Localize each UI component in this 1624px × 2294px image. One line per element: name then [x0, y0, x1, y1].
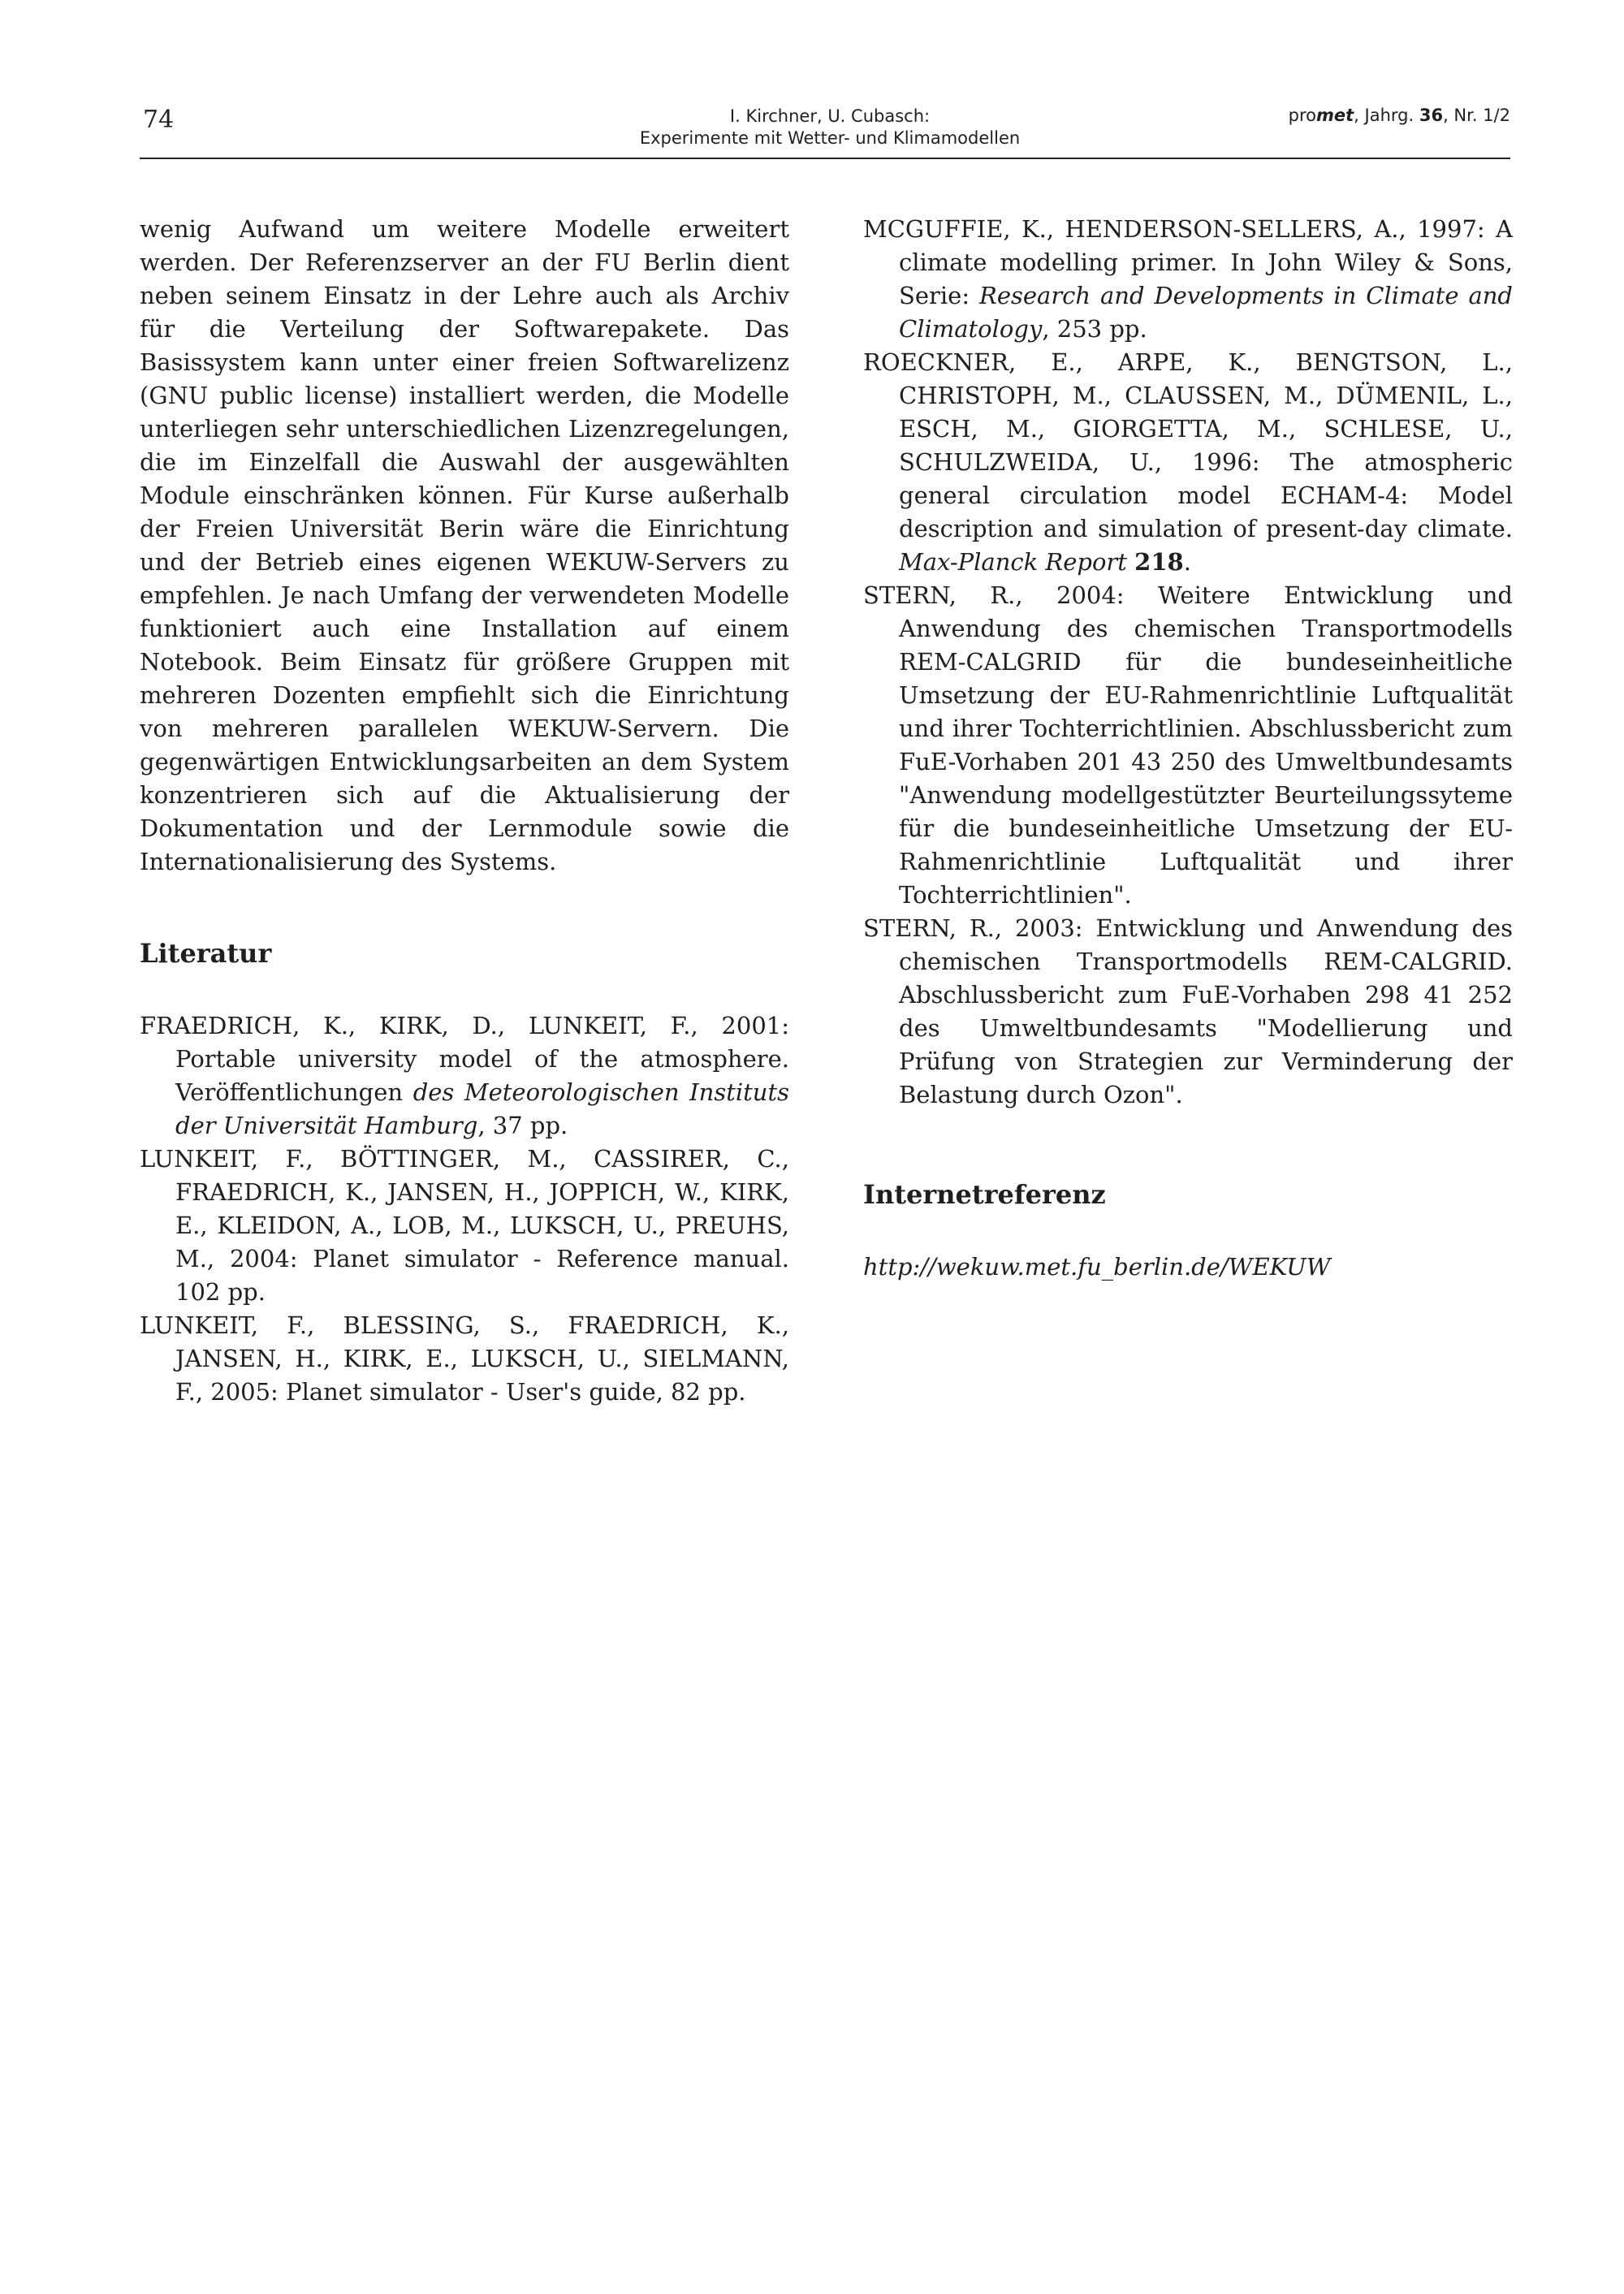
reference-item: MCGUFFIE, K., HENDERSON-SELLERS, A., 1997: A climate modelling primer. In John Wiley & Sons, Serie: Research and Developments in Climate and Climatology, 253 pp.	[863, 215, 1513, 343]
journal-info	[1289, 106, 1510, 125]
left-column	[140, 213, 789, 1409]
journal-issue: , Nr. 1/2	[1443, 106, 1510, 125]
internet-link[interactable]: http://wekuw.met.fu_berlin.de/WEKUW	[863, 1253, 1331, 1281]
body-paragraph: wenig Aufwand um weitere Modelle erweitert werden. Der Referenzserver an der FU Berlin dient neben seinem Einsatz in der Lehre auch als Archiv für die Verteilung der Softwarepakete. Das Basissystem kann unter einer freien Softwarelizenz (GNU public license) installiert werden, die Modelle unterliegen sehr unterschiedlichen Lizenzregelungen, die im Einzelfall die Auswahl der ausgewählten Module einschränken können. Für Kurse außerhalb der Freien Universität Berin wäre die Einrichtung und der Betrieb eines eigenen WEKUW-Servers zu empfehlen. Je nach Umfang der verwendeten Modelle funktioniert auch eine Installation auf einem Notebook. Beim Einsatz für größere Gruppen mit mehreren Dozenten empfiehlt sich die Einrichtung von mehreren parallelen WEKUW-Servern. Die gegenwärtigen Entwicklungsarbeiten an dem System konzentrieren sich auf die Aktualisierung der Dokumentation und der Lernmodule sowie die Internationalisierung des Systems.	[140, 215, 789, 875]
reference-list-continued	[863, 213, 1513, 1112]
journal-emph: met	[1316, 106, 1354, 125]
reference-item: LUNKEIT, F., BLESSING, S., FRAEDRICH, K., JANSEN, H., KIRK, E., LUKSCH, U., SIELMANN, F., 2005: Planet simulator - User's guide, 82 pp.	[140, 1311, 789, 1406]
literature-heading: Literatur	[140, 938, 272, 969]
reference-item: STERN, R., 2003: Entwicklung und Anwendung des chemischen Transportmodells REM-CALGRID. Abschlussbericht zum FuE-Vorhaben 298 41 252 des Umweltbundesamts "Modellierung und Prüfung von Strategien zur Verminderung der Belastung durch Ozon".	[863, 914, 1513, 1108]
page-header	[140, 97, 1510, 159]
journal-volume: 36	[1419, 106, 1444, 125]
internet-heading: Internetreferenz	[863, 1179, 1106, 1210]
page-number: 74	[143, 106, 175, 134]
right-column	[863, 213, 1513, 1284]
reference-item: ROECKNER, E., ARPE, K., BENGTSON, L., CHRISTOPH, M., CLAUSSEN, M., DÜMENIL, L., ESCH, M., GIORGETTA, M., SCHLESE, U., SCHULZWEIDA, U., 1996: The atmospheric general circulation model ECHAM-4: Model description and simulation of present-day climate. Max-Planck Report 218.	[863, 348, 1513, 576]
reference-item: STERN, R., 2004: Weitere Entwicklung und Anwendung des chemischen Transportmodells REM-CALGRID für die bundeseinheitliche Umsetzung der EU-Rahmenrichtlinie Luftqualität und ihrer Tochterrichtlinien. Abschlussbericht zum FuE-Vorhaben 201 43 250 des Umweltbundesamts "Anwendung modellgestützter Beurteilungssyteme für die bundeseinheitliche Umsetzung der EU-Rahmenrichtlinie Luftqualität und ihrer Tochterrichtlinien".	[863, 581, 1513, 909]
reference-item: LUNKEIT, F., BÖTTINGER, M., CASSIRER, C., FRAEDRICH, K., JANSEN, H., JOPPICH, W., KIRK, E., KLEIDON, A., LOB, M., LUKSCH, U., PREUHS, M., 2004: Planet simulator - Reference manual. 102 pp.	[140, 1145, 789, 1306]
running-title	[586, 106, 1073, 149]
journal-prefix: pro	[1288, 106, 1316, 125]
header-title: Experimente mit Wetter- und Klimamodellen	[639, 128, 1021, 148]
journal-sep: , Jahrg.	[1354, 106, 1419, 125]
reference-list	[140, 1009, 789, 1409]
header-authors: I. Kirchner, U. Cubasch:	[729, 106, 931, 126]
reference-item: FRAEDRICH, K., KIRK, D., LUNKEIT, F., 2001: Portable university model of the atmosphere. Veröffentlichungen des Meteorologischen Instituts der Universität Hamburg, 37 pp.	[140, 1012, 789, 1139]
